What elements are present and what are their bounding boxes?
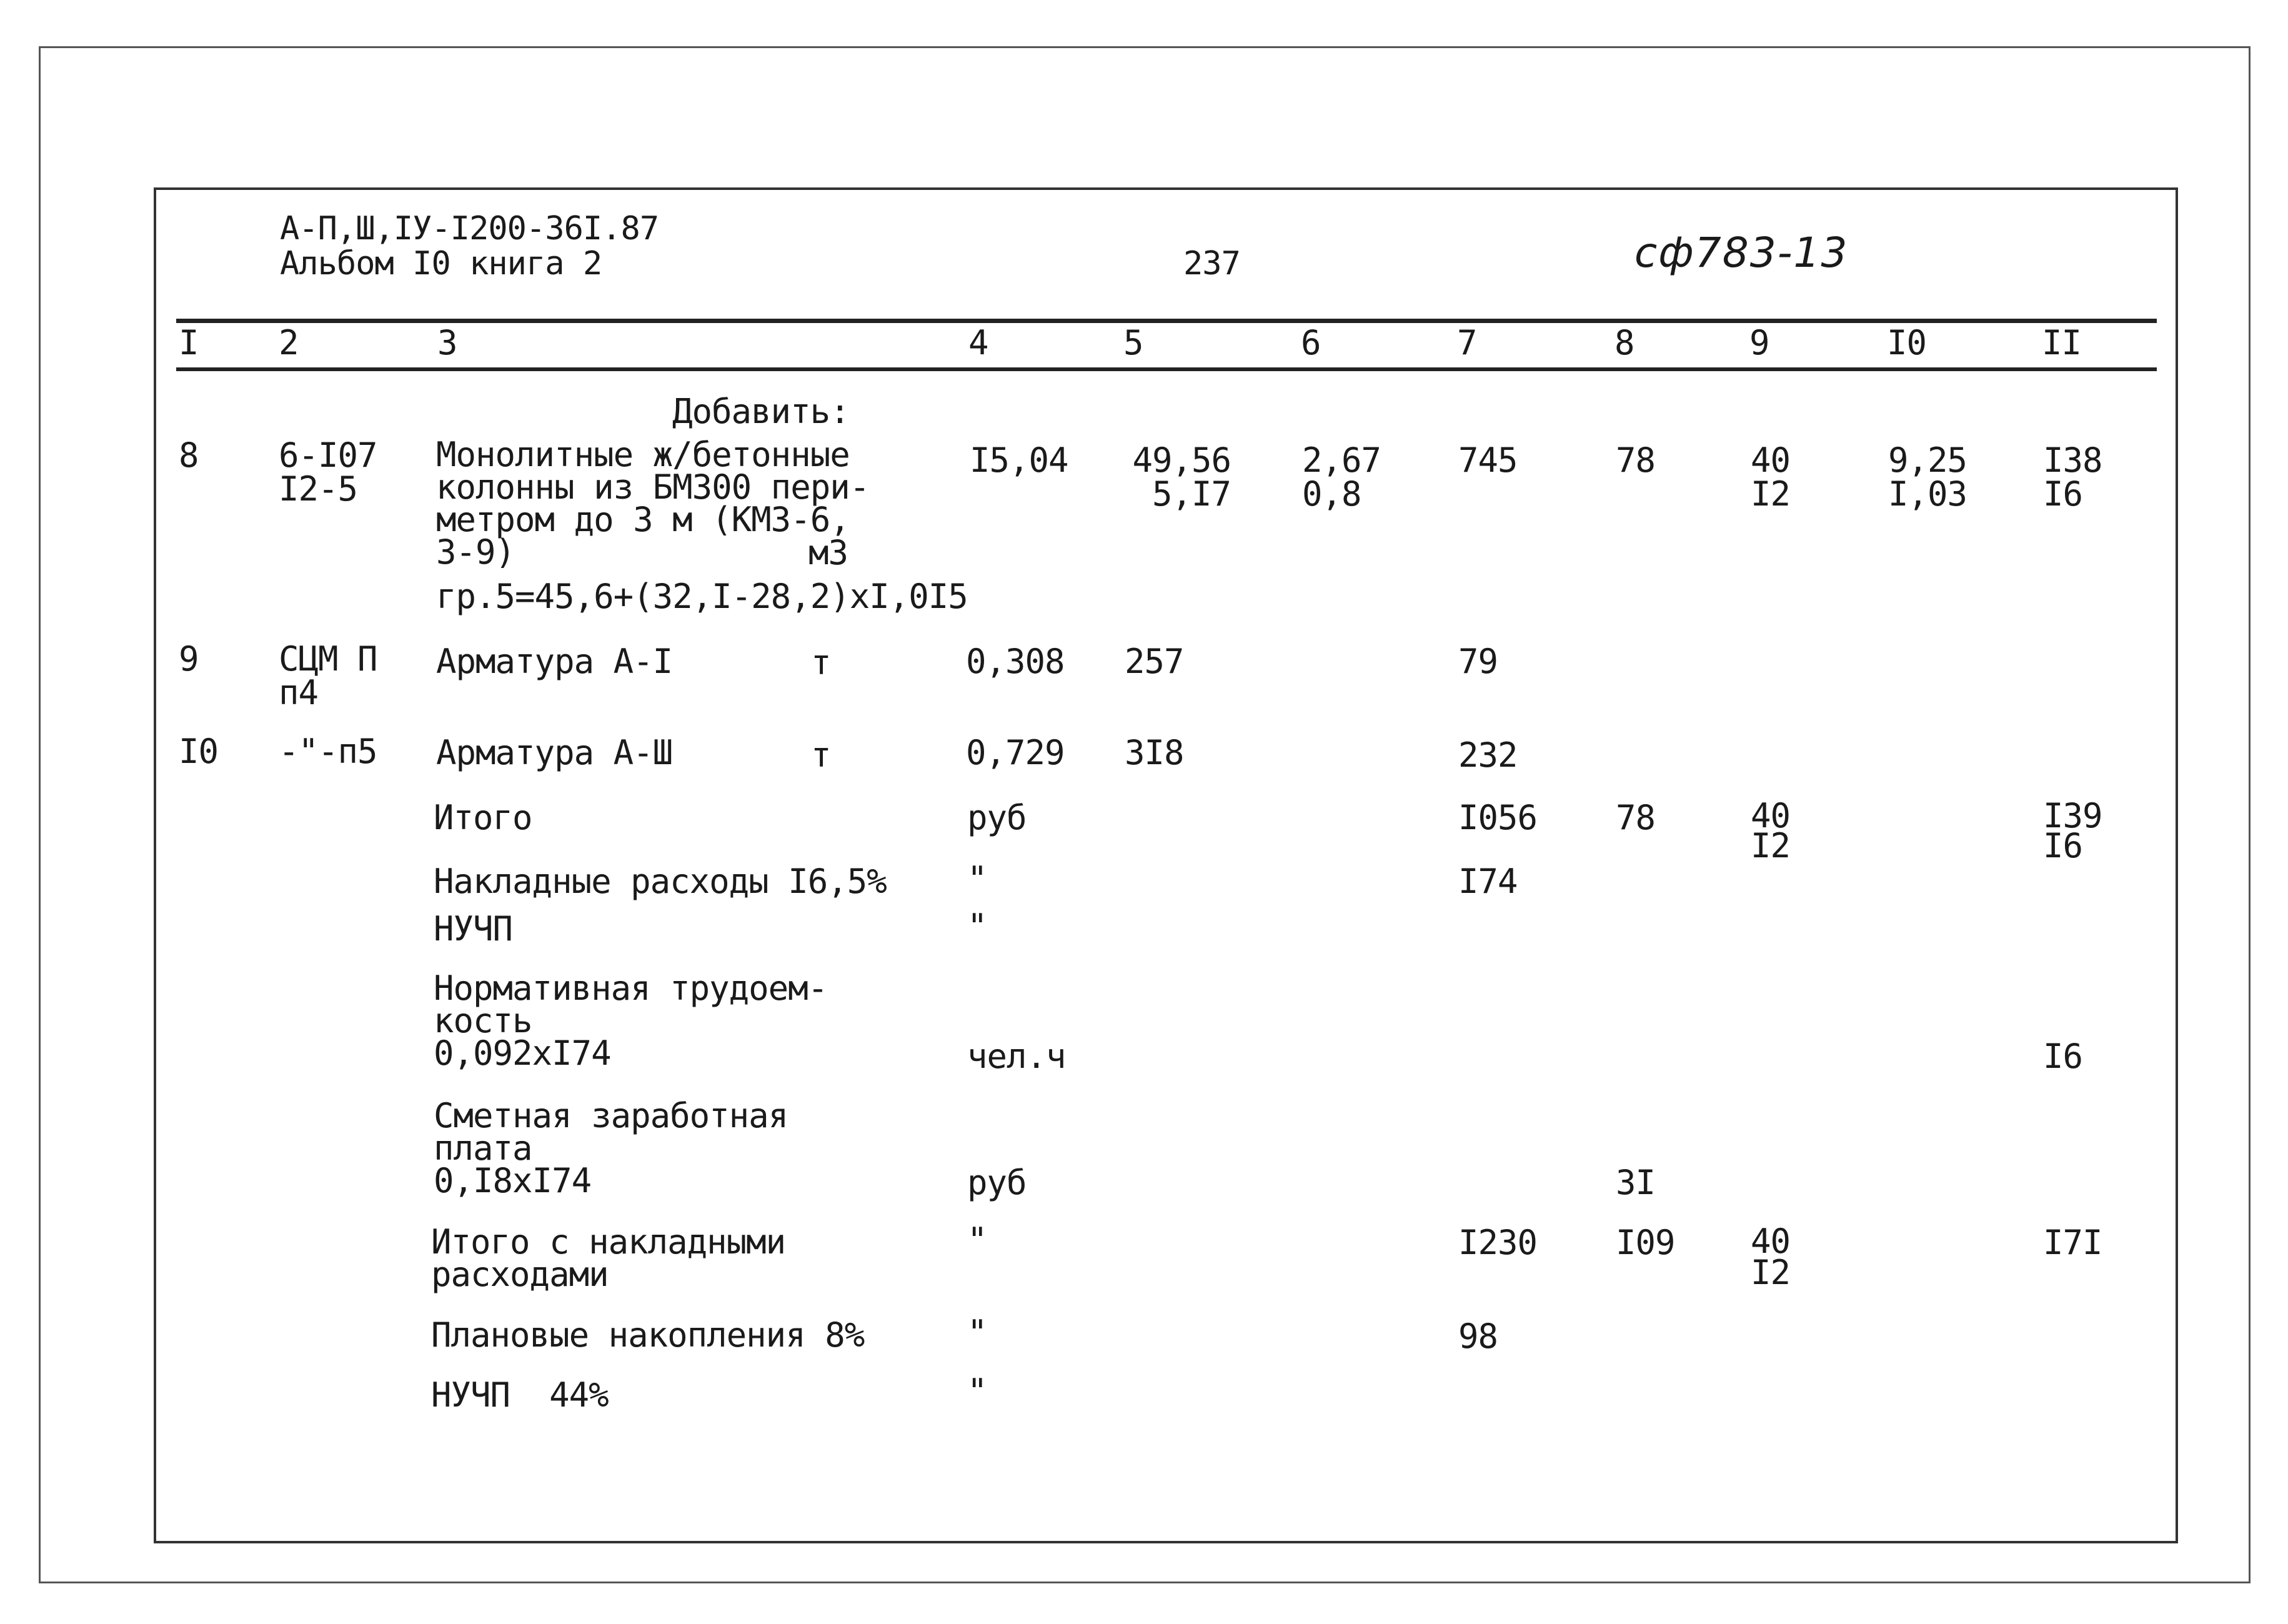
cell-col11: I38 I6 (2043, 441, 2102, 514)
row-unit: руб (967, 1163, 1027, 1202)
row-description: Итого (434, 798, 532, 837)
cell-col6: 2,67 0,8 (1302, 441, 1381, 514)
cell-col9: 40 I2 (1751, 441, 1791, 514)
cell-col11: I39 I6 (2043, 796, 2102, 865)
cell-col5: 3I8 (1125, 733, 1184, 772)
col-header-10: I0 (1887, 323, 1927, 362)
row-unit: т (811, 643, 831, 682)
col-header-4: 4 (968, 323, 988, 362)
row-unit: руб (967, 798, 1027, 837)
cell-col8: I09 (1616, 1223, 1675, 1262)
row-description: Накладные расходы I6,5% (434, 862, 887, 901)
cell-col5: 257 (1125, 642, 1184, 681)
cell-col11: I7I (2043, 1223, 2102, 1262)
row-description: Плановые накопления 8% (431, 1315, 865, 1355)
cell-col8: 78 (1616, 798, 1656, 837)
row-number: 9 (179, 639, 199, 679)
row-code: СЦМ П п4 (279, 639, 377, 712)
cell-col4: 0,308 (966, 642, 1065, 681)
cell-col7: I056 (1458, 798, 1538, 837)
page-number: 237 (1183, 245, 1240, 282)
row-number: I0 (179, 732, 219, 771)
col-header-5: 5 (1123, 323, 1143, 362)
col-header-7: 7 (1457, 323, 1477, 362)
row-description: НУЧП 44% (431, 1375, 609, 1415)
row-unit: т (811, 735, 831, 775)
cell-col10: 9,25 I,03 (1888, 441, 1967, 514)
cell-col7: 98 (1458, 1317, 1498, 1356)
cell-col8: 78 (1616, 441, 1656, 480)
row-description: Нормативная трудоем- кость 0,092хI74 (434, 969, 828, 1073)
col-header-2: 2 (279, 323, 299, 362)
row-unit: м3 (808, 533, 848, 572)
row-description: НУЧП (434, 909, 513, 949)
cell-col7: 232 (1458, 735, 1518, 775)
cell-col8: 3I (1616, 1163, 1656, 1202)
row-unit: " (967, 859, 987, 899)
stamp-code: сф783-13 (1634, 229, 1849, 277)
col-header-8: 8 (1614, 323, 1634, 362)
header-bottom-rule (176, 367, 2157, 371)
doc-code: А-П,Ш,IУ-I200-36I.87 (280, 210, 659, 247)
row-code: -"-п5 (279, 732, 377, 771)
cell-col9: 40 I2 (1751, 1222, 1791, 1292)
row-description: Монолитные ж/бетонные колонны из БМ300 пери- метром до 3 м (КМ3-6, 3-9) (436, 435, 870, 572)
row-description: Сметная заработная плата 0,I8хI74 (434, 1096, 788, 1200)
row-description: Итого с накладными расходами (431, 1222, 786, 1294)
row-unit: " (967, 1220, 987, 1260)
cell-col7: 79 (1458, 642, 1498, 681)
cell-col4: 0,729 (966, 733, 1065, 772)
col-header-11: II (2042, 323, 2082, 362)
add-label: Добавить: (672, 392, 850, 431)
row-unit: " (967, 1313, 987, 1352)
album-label: Альбом I0 книга 2 (280, 245, 602, 282)
header-top-rule (176, 319, 2157, 323)
cell-col7: I74 (1458, 862, 1518, 901)
cell-col4: I5,04 (970, 441, 1068, 480)
cell-col9: 40 I2 (1751, 796, 1791, 865)
col-header-6: 6 (1301, 323, 1321, 362)
row-description: Арматура А-I (436, 642, 673, 681)
row-code: 6-I07 I2-5 (279, 436, 377, 509)
row-unit: " (967, 1372, 987, 1411)
cell-col11: I6 (2043, 1037, 2083, 1076)
col-header-3: 3 (437, 323, 457, 362)
row-formula: гр.5=45,6+(32,I-28,2)хI,0I5 (436, 577, 968, 616)
col-header-9: 9 (1749, 323, 1769, 362)
cell-col7: I230 (1458, 1223, 1538, 1262)
row-unit: " (967, 907, 987, 946)
col-header-1: I (179, 323, 199, 362)
cell-col5: 49,56 5,I7 (1132, 441, 1231, 514)
row-description: Арматура А-Ш (436, 733, 673, 772)
row-number: 8 (179, 436, 199, 475)
row-unit: чел.ч (967, 1037, 1066, 1076)
cell-col7: 745 (1458, 441, 1518, 480)
